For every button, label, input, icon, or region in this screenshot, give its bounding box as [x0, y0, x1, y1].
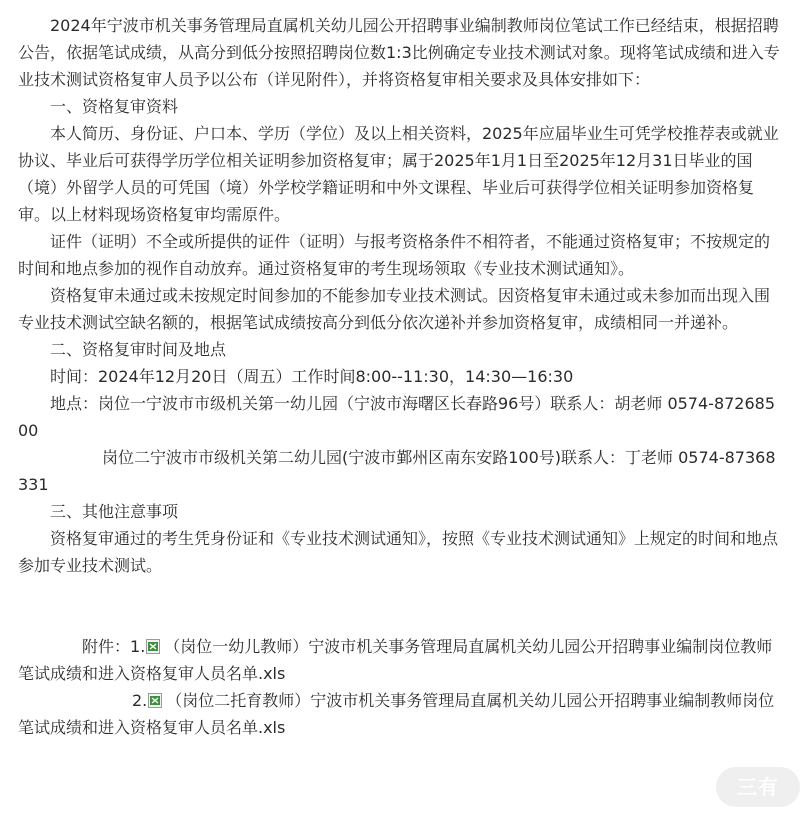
article-body — [18, 12, 782, 741]
attachment-number-2: 2. — [132, 691, 148, 710]
attachment-number-1: 1. — [130, 637, 146, 656]
blank-spacer — [18, 579, 782, 633]
other-notes-paragraph: 资格复审通过的考生凭身份证和《专业技术测试通知》，按照《专业技术测试通知》上规定的时间和地点参加专业技术测试。 — [18, 529, 779, 575]
attachment-text-1: （岗位一幼儿教师）宁波市机关事务管理局直属机关幼儿园公开招聘事业编制岗位教师笔试成绩和进入资格复审人员名单.xls — [18, 637, 773, 683]
attachment-item-2 — [18, 687, 782, 741]
intro-paragraph: 2024年宁波市机关事务管理局直属机关幼儿园公开招聘事业编制教师岗位笔试工作已经结束，根据招聘公告，依据笔试成绩，从高分到低分按照招聘岗位数1:3比例确定专业技术测试对象。现将笔试成绩和进入专业技术测试资格复审人员予以公布（详见附件），并将资格复审相关要求及具体安排如下： — [18, 16, 780, 89]
attachment-item-1 — [18, 633, 782, 687]
section-heading-time-place: 二、资格复审时间及地点 — [50, 340, 227, 359]
section-heading-other-notes: 三、其他注意事项 — [50, 502, 179, 521]
review-substitution-paragraph: 资格复审未通过或未按规定时间参加的不能参加专业技术测试。因资格复审未通过或未参加而出现入围专业技术测试空缺名额的，根据笔试成绩按高分到低分依次递补并参加资格复审，成绩相同一并递补。 — [18, 286, 771, 332]
watermark-text: 三有 — [737, 775, 779, 799]
watermark-badge — [716, 767, 800, 807]
section-heading-review-materials: 一、资格复审资料 — [50, 97, 179, 116]
review-time-line: 时间：2024年12月20日（周五）工作时间8:00--11:30，14:30—16:30 — [50, 367, 574, 386]
review-failure-paragraph: 证件（证明）不全或所提供的证件（证明）与报考资格条件不相符者，不能通过资格复审；不按规定的时间和地点参加的视作自动放弃。通过资格复审的考生现场领取《专业技术测试通知》。 — [18, 232, 771, 278]
review-place-post2-text: 岗位二宁波市市级机关第二幼儿园(宁波市鄞州区南东安路100号)联系人：丁老师 0574-87368331 — [18, 448, 776, 494]
review-materials-paragraph: 本人简历、身份证、户口本、学历（学位）及以上相关资料，2025年应届毕业生可凭学校推荐表或就业协议、毕业后可获得学历学位相关证明参加资格复审；属于2025年1月1日至2025年12月31日毕业的国（境）外留学人员的可凭国（境）外学校学籍证明和中外文课程、毕业后可获得学位相关证明参加资格复审。以上材料现场资格复审均需原件。 — [18, 124, 779, 224]
xls-file-icon — [148, 693, 162, 708]
review-place-line-post1: 地点：岗位一宁波市市级机关第一幼儿园（宁波市海曙区长春路96号）联系人：胡老师 0574-87268500 — [18, 394, 776, 440]
review-place-line-post2 — [18, 444, 782, 498]
attachment-label: 附件： — [82, 637, 131, 656]
attachment-text-2: （岗位二托育教师）宁波市机关事务管理局直属机关幼儿园公开招聘事业编制教师岗位笔试成绩和进入资格复审人员名单.xls — [18, 691, 775, 737]
xls-file-icon — [146, 639, 160, 654]
